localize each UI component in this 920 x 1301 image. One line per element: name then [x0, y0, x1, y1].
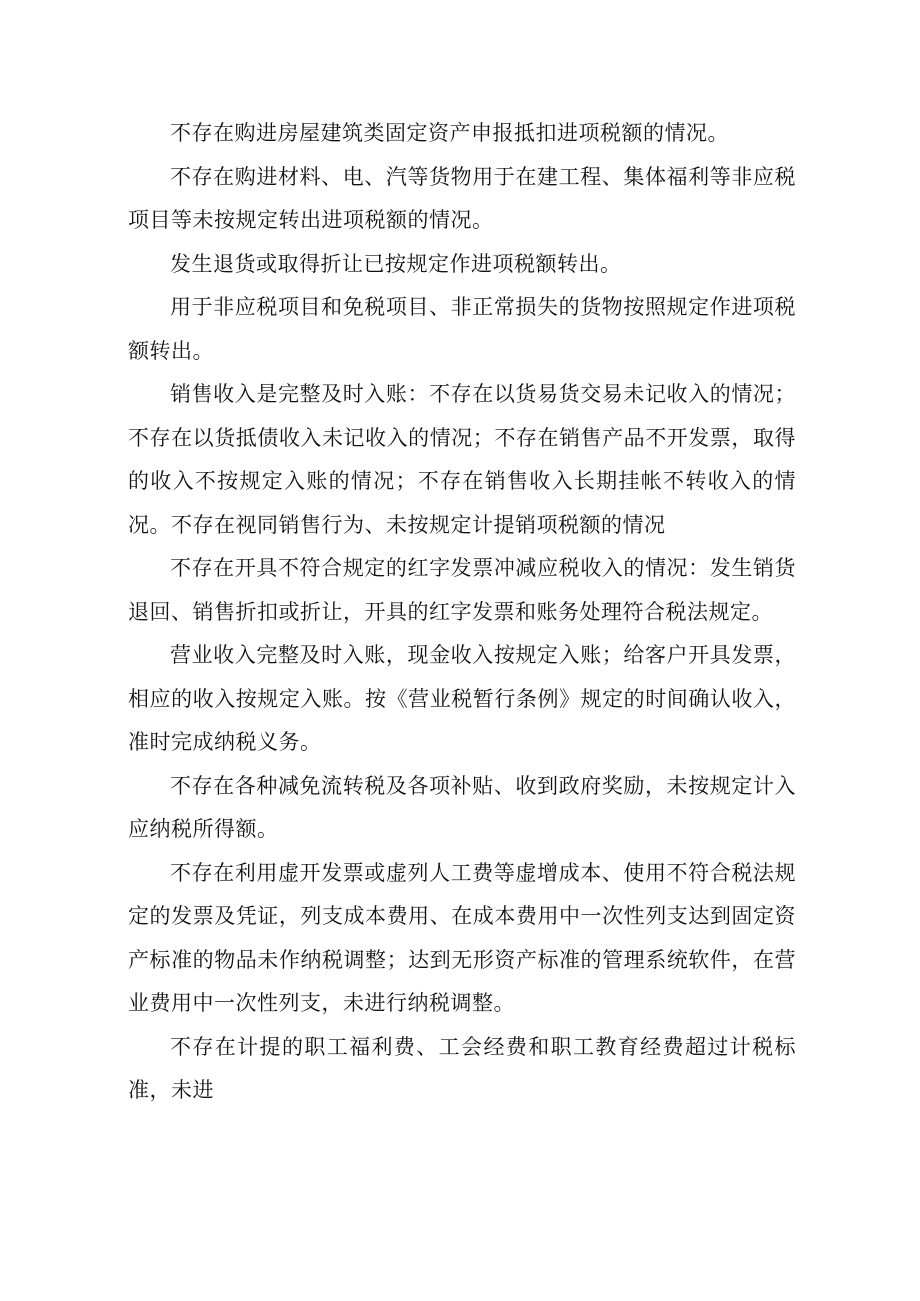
- document-body: [128, 112, 796, 1113]
- paragraph: 销售收入是完整及时入账：不存在以货易货交易未记收入的情况；不存在以货抵债收入未记收入的情况；不存在销售产品不开发票，取得的收入不按规定入账的情况；不存在销售收入长期挂帐不转收入的情况。不存在视同销售行为、未按规定计提销项税额的情况: [128, 382, 796, 537]
- paragraph: 不存在各种减免流转税及各项补贴、收到政府奖励，未按规定计入应纳税所得额。: [128, 773, 796, 841]
- paragraph: 不存在开具不符合规定的红字发票冲减应税收入的情况：发生销货退回、销售折扣或折让，开具的红字发票和账务处理符合税法规定。: [128, 556, 796, 624]
- paragraph: 不存在购进材料、电、汽等货物用于在建工程、集体福利等非应税项目等未按规定转出进项税额的情况。: [128, 164, 796, 232]
- paragraph: 不存在利用虚开发票或虚列人工费等虚增成本、使用不符合税法规定的发票及凭证，列支成本费用、在成本费用中一次性列支达到固定资产标准的物品未作纳税调整；达到无形资产标准的管理系统软件，在营业费用中一次性列支，未进行纳税调整。: [128, 860, 796, 1015]
- paragraph: 用于非应税项目和免税项目、非正常损失的货物按照规定作进项税额转出。: [128, 295, 796, 363]
- paragraph: 不存在计提的职工福利费、工会经费和职工教育经费超过计税标准，未进: [128, 1034, 796, 1102]
- paragraph: 营业收入完整及时入账，现金收入按规定入账；给客户开具发票，相应的收入按规定入账。按《营业税暂行条例》规定的时间确认收入，准时完成纳税义务。: [128, 643, 796, 754]
- paragraph: 发生退货或取得折让已按规定作进项税额转出。: [170, 251, 622, 276]
- paragraph: 不存在购进房屋建筑类固定资产申报抵扣进项税额的情况。: [170, 121, 729, 145]
